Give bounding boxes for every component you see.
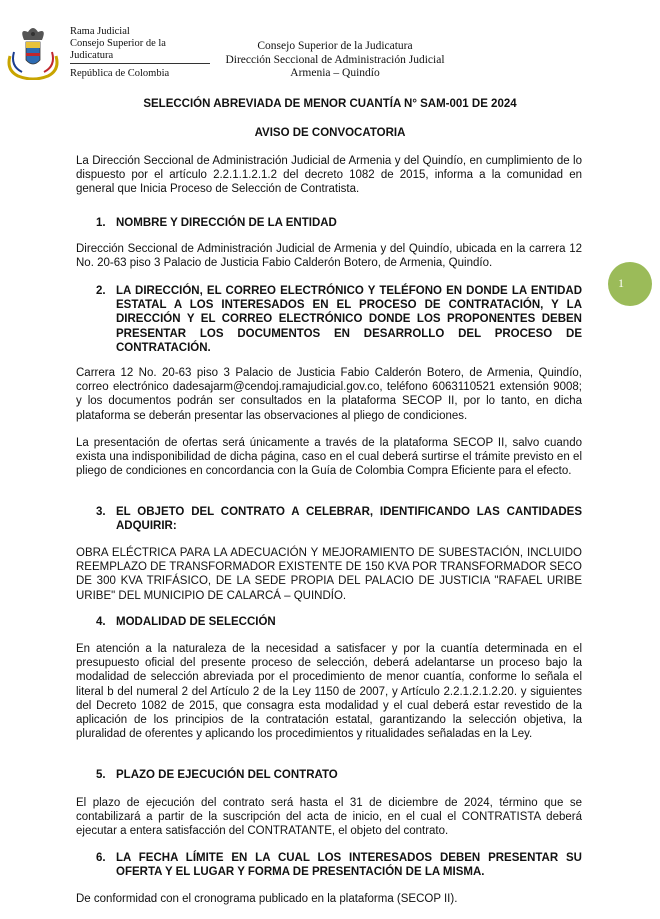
section-2-number: 2.	[96, 285, 106, 297]
section-3-title: EL OBJETO DEL CONTRATO A CELEBRAR, IDENTIFICANDO LAS CANTIDADES ADQUIRIR:	[116, 506, 582, 533]
center-heading-line2: Dirección Seccional de Administración Judicial	[225, 53, 445, 66]
section-2-body-2: La presentación de ofertas será únicamente a través de la plataforma SECOP II, salvo cuando exista una indisponibilidad de dicha página, caso en el cual deberá surtirse el trámite previsto en el pliego de condiciones en concordancia con la Guía de Colombia Compra Eficiente para el efecto.	[76, 437, 582, 478]
section-4-number: 4.	[96, 616, 106, 628]
org-block	[70, 26, 210, 80]
center-heading-line3: Armenia – Quindío	[290, 67, 380, 79]
section-3-body: OBRA ELÉCTRICA PARA LA ADECUACIÓN Y MEJORAMIENTO DE SUBESTACIÓN, INCLUIDO REEMPLAZO DE TRANSFORMADOR EXISTENTE DE 150 KVA POR TRANSFORMADOR SECO DE 300 KVA TRIFÁSICO, DE LA SEDE PROPIA DEL PALACIO DE JUSTICIA "RAFAEL URIBE URIBE" DEL MUNICIPIO DE CALARCÁ – QUINDÍO.	[76, 547, 582, 602]
section-5-heading	[96, 768, 582, 782]
section-2-heading	[96, 284, 582, 355]
section-4-heading	[96, 615, 582, 629]
section-1-heading	[96, 216, 582, 230]
page-number: 1	[618, 276, 624, 290]
section-1-title: NOMBRE Y DIRECCIÓN DE LA ENTIDAD	[116, 217, 337, 229]
section-1-body: Dirección Seccional de Administración Judicial de Armenia y del Quindío, ubicada en la carrera 12 No. 20-63 piso 3 Palacio de Justicia Fabio Calderón Botero, de Armenia, Quindío.	[76, 243, 582, 270]
page-number-badge	[608, 262, 652, 306]
section-6-title: LA FECHA LÍMITE EN LA CUAL LOS INTERESADOS DEBEN PRESENTAR SU OFERTA Y EL LUGAR Y FORMA DE PRESENTACIÓN DE LA MISMA.	[116, 852, 582, 879]
colombia-coat-of-arms-icon	[4, 22, 62, 80]
section-1-number: 1.	[96, 217, 106, 229]
org-line-republica: República de Colombia	[70, 68, 170, 79]
section-6-number: 6.	[96, 852, 106, 864]
org-line-consejo: Consejo Superior de la Judicatura	[70, 38, 210, 64]
section-3-heading	[96, 505, 582, 533]
document-subtitle: AVISO DE CONVOCATORIA	[254, 127, 406, 139]
org-line-rama: Rama Judicial	[70, 26, 130, 37]
section-5-body: El plazo de ejecución del contrato será hasta el 31 de diciembre de 2024, término que se contabilizará a partir de la suscripción del acta de inicio, en el cual el CONTRATISTA deberá ejecutar a entera satisfacción del CONTRATANTE, el objeto del contrato.	[76, 797, 582, 838]
section-4-body: En atención a la naturaleza de la necesidad a satisfacer y por la cuantía determinada en el presupuesto oficial del presente proceso de selección, deberá adelantarse un proceso bajo la modalidad de selección abreviada por el procedimiento de menor cuantía, conforme lo señala el literal b del numeral 2 del Artículo 2 de la Ley 1150 de 2007, y Artículo 2.2.1.2.1.2.20. y siguientes del Decreto 1082 de 2015, que consagra esta modalidad y el cual deberá estar revestido de la aplicación de los principios de la contratación estatal, garantizando la selección objetiva, la pluralidad de oferentes y aplicando los procedimientos y ritualidades señaladas en la Ley.	[76, 643, 582, 741]
section-6-body: De conformidad con el cronograma publicado en la plataforma (SECOP II).	[76, 893, 458, 905]
section-2-body-1: Carrera 12 No. 20-63 piso 3 Palacio de Justicia Fabio Calderón Botero, de Armenia, Quindío, correo electrónico dadesajarm@cendoj.ramajudicial.gov.co, teléfono 6063110521 extensión 9008; y los documentos podrán ser consultados en la plataforma SECOP II, por lo tanto, en dicha plataforma se deberán presentar las observaciones al pliego de condiciones.	[76, 367, 582, 422]
section-6-heading	[96, 851, 582, 879]
document-title: SELECCIÓN ABREVIADA DE MENOR CUANTÍA N° SAM-001 DE 2024	[143, 98, 517, 110]
section-4-title: MODALIDAD DE SELECCIÓN	[116, 616, 276, 628]
section-3-number: 3.	[96, 506, 106, 518]
section-5-title: PLAZO DE EJECUCIÓN DEL CONTRATO	[116, 769, 338, 781]
center-heading-line1: Consejo Superior de la Judicatura	[257, 40, 413, 52]
section-5-number: 5.	[96, 769, 106, 781]
center-heading	[205, 40, 465, 81]
section-2-title: LA DIRECCIÓN, EL CORREO ELECTRÓNICO Y TELÉFONO EN DONDE LA ENTIDAD ESTATAL A LOS INTERESADOS EN EL PROCESO DE CONTRATACIÓN, Y LA DIRECCIÓN Y EL CORREO ELECTRÓNICO DONDE LOS PROPONENTES DEBEN PRESENTAR LOS DOCUMENTOS EN DESARROLLO DEL PROCESO DE CONTRATACIÓN.	[116, 285, 582, 354]
intro-paragraph: La Dirección Seccional de Administración Judicial de Armenia y del Quindío, en cumplimiento de lo dispuesto por el artículo 2.2.1.1.2.1.2 del decreto 1082 de 2015, informa a la comunidad en general que Inicia Proceso de Selección de Contratista.	[76, 155, 582, 196]
